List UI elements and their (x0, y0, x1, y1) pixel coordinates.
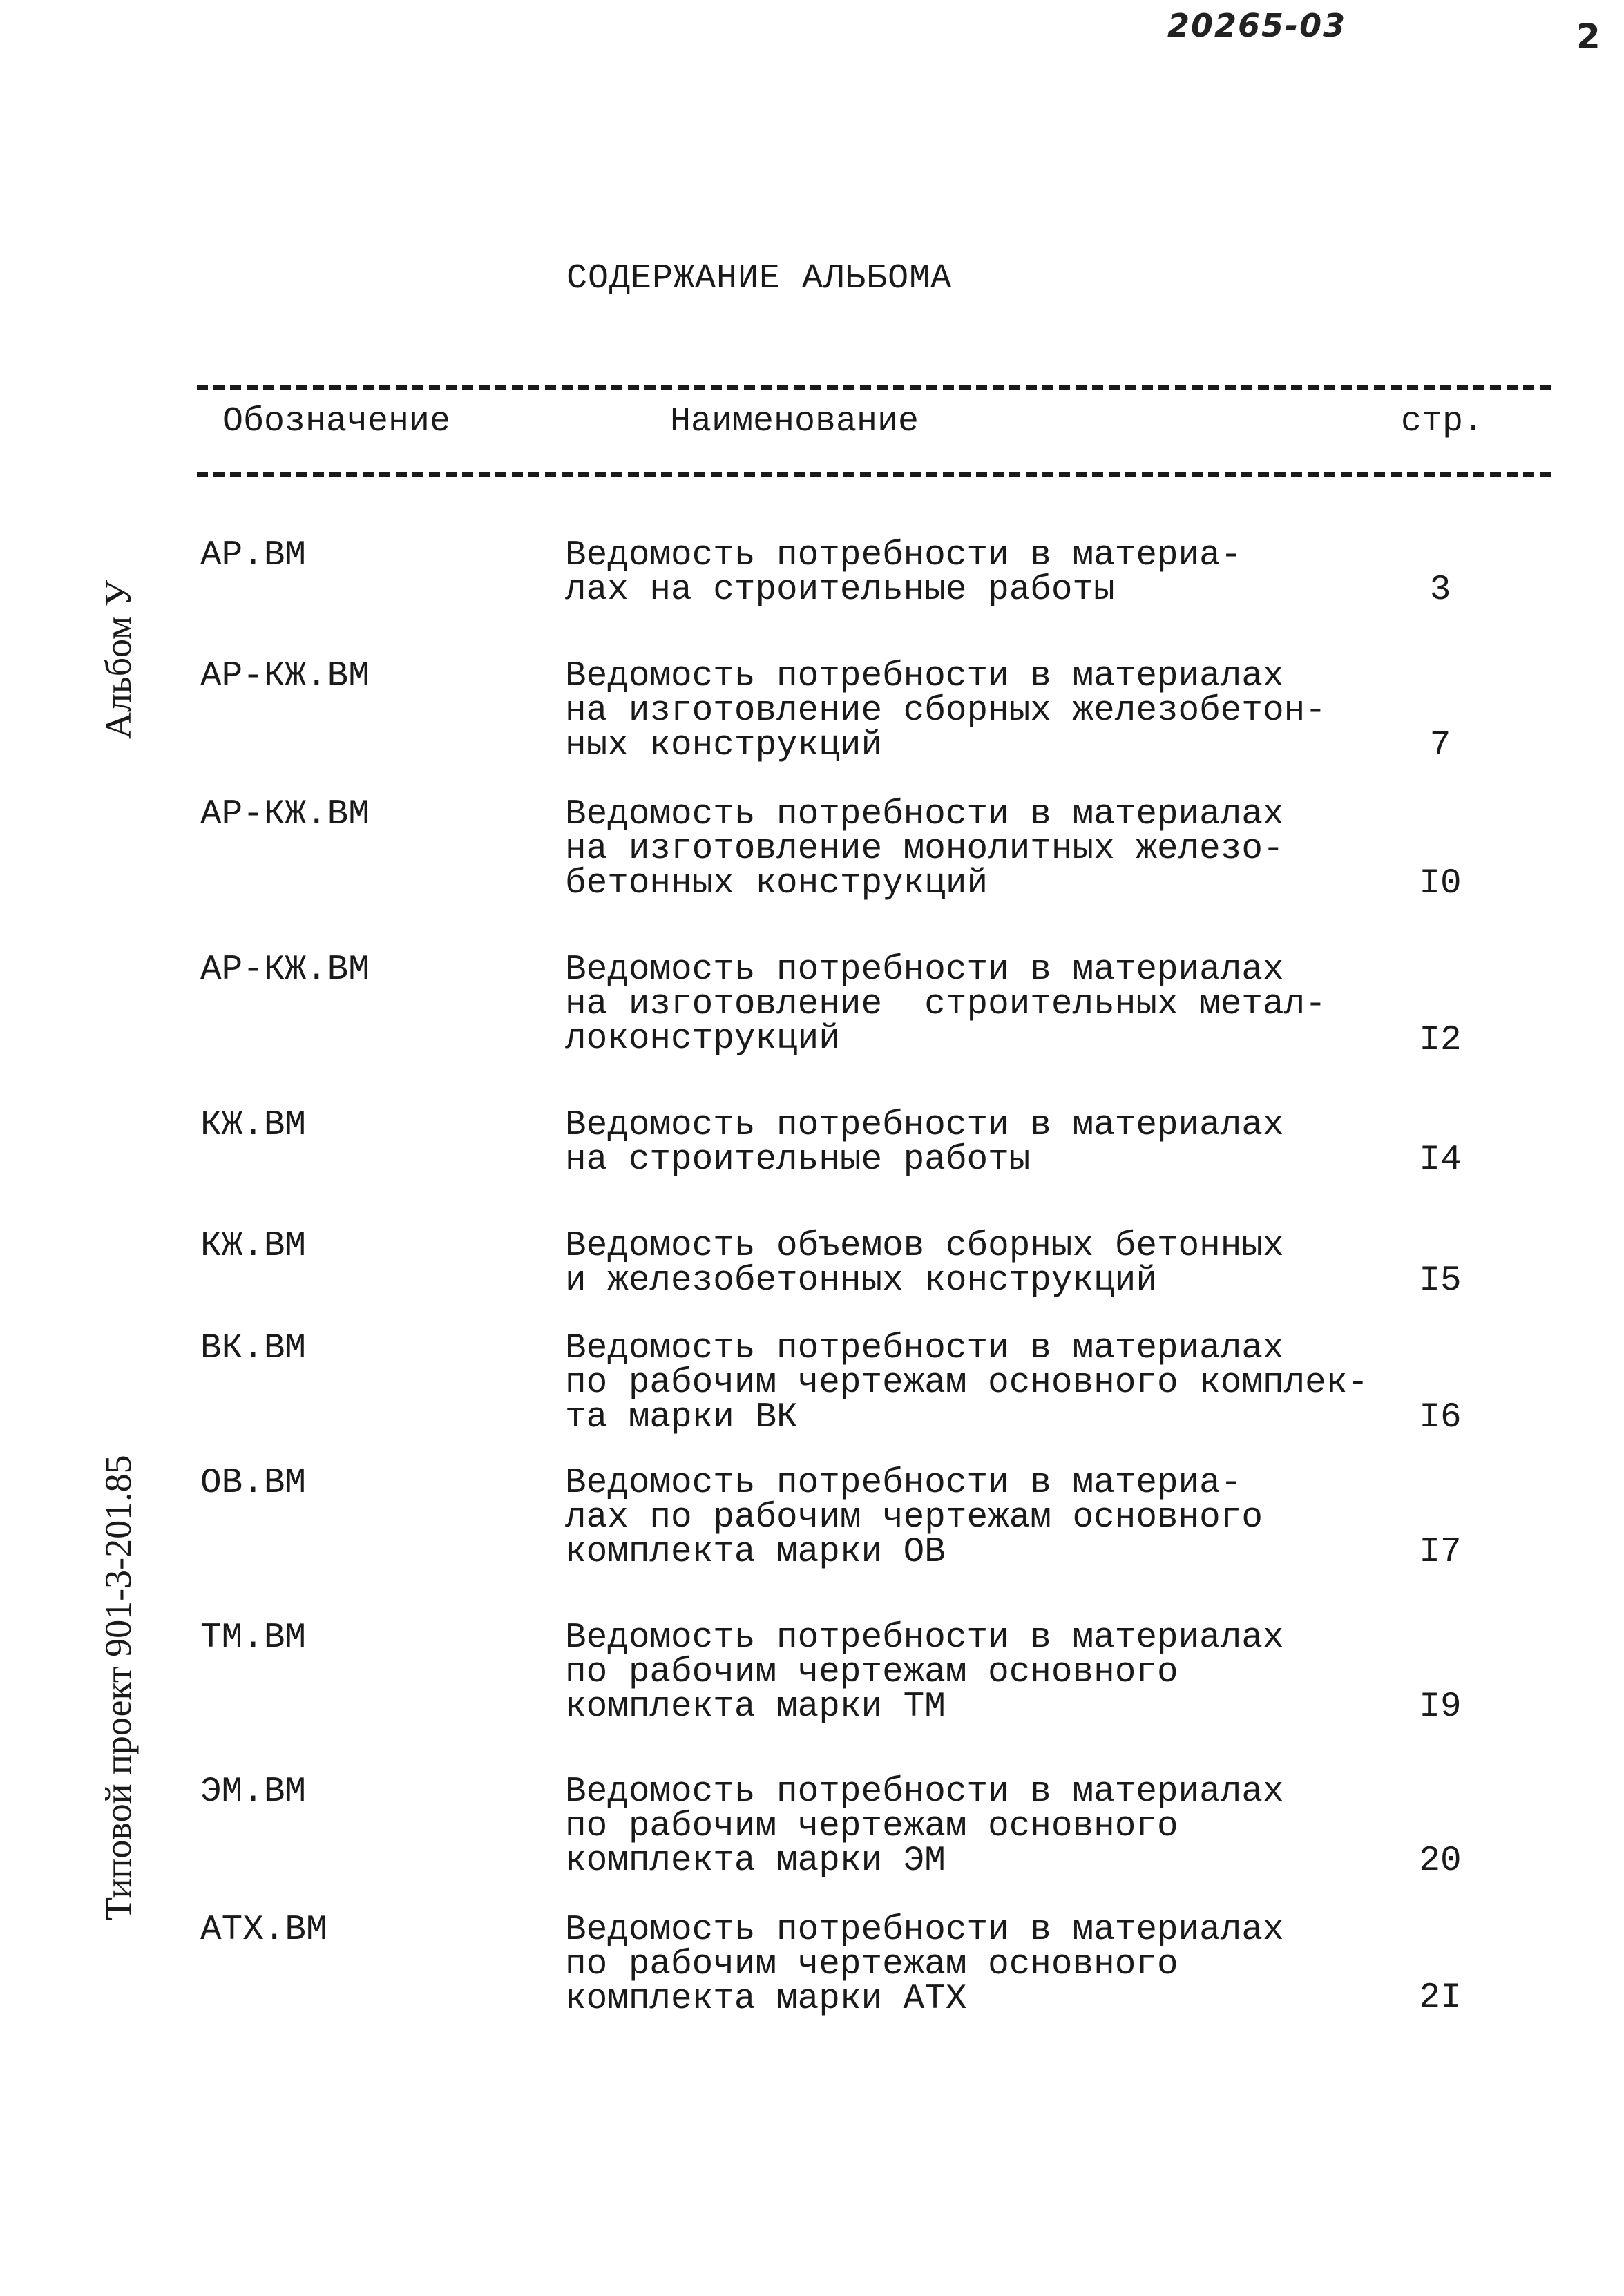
project-side-label: Типовой проект 901-3-201.85 (97, 1455, 139, 1920)
row-designation: ЭМ.ВМ (200, 1772, 307, 1812)
row-designation: КЖ.ВМ (200, 1227, 307, 1266)
row-designation: АР-КЖ.ВМ (200, 950, 370, 990)
row-page: I5 (1419, 1261, 1462, 1301)
album-side-label: Альбом У (97, 580, 139, 739)
row-name: Ведомость потребности в материалах по рабочим чертежам основного комплекта марки ТМ (565, 1618, 1284, 1727)
row-designation: КЖ.ВМ (200, 1106, 307, 1145)
row-page: I7 (1419, 1533, 1462, 1572)
row-page: 20 (1419, 1841, 1462, 1881)
row-name: Ведомость потребности в материалах по рабочим чертежам основного комплекта марки АТХ (565, 1911, 1284, 2019)
row-page: I6 (1419, 1398, 1462, 1437)
row-page: I2 (1419, 1021, 1462, 1060)
row-name: Ведомость потребности в материалах на изготовление строительных метал- локонструкций (565, 950, 1326, 1059)
row-designation: ВК.ВМ (200, 1329, 307, 1368)
row-page: I4 (1419, 1140, 1462, 1180)
column-header-name: Наименование (670, 402, 919, 441)
row-designation: ТМ.ВМ (200, 1618, 307, 1658)
document-number: 20265-03 (1167, 7, 1347, 44)
row-designation: ОВ.ВМ (200, 1464, 307, 1503)
row-name: Ведомость потребности в материалах по рабочим чертежам основного комплекта марки ЭМ (565, 1772, 1284, 1881)
row-name: Ведомость потребности в материалах на строительные работы (565, 1106, 1284, 1180)
row-designation: АР-КЖ.ВМ (200, 657, 370, 696)
row-page: 7 (1429, 726, 1451, 765)
row-name: Ведомость потребности в материалах на изготовление сборных железобетон- ных конструкций (565, 657, 1326, 765)
row-designation: АТХ.ВМ (200, 1911, 327, 1950)
row-page: 3 (1429, 571, 1451, 610)
row-name: Ведомость объемов сборных бетонных и железобетонных конструкций (565, 1227, 1284, 1301)
row-page: 2I (1419, 1978, 1462, 2018)
row-designation: АР-КЖ.ВМ (200, 795, 370, 834)
row-page: I0 (1419, 864, 1462, 903)
row-name: Ведомость потребности в материа- лах на строительные работы (565, 536, 1242, 610)
row-page: I9 (1419, 1687, 1462, 1727)
row-name: Ведомость потребности в материалах по рабочим чертежам основного комплек- та марки ВК (565, 1329, 1368, 1437)
row-name: Ведомость потребности в материа- лах по рабочим чертежам основного комплекта марки ОВ (565, 1464, 1263, 1572)
row-name: Ведомость потребности в материалах на изготовление монолитных железо- бетонных конструкций (565, 795, 1284, 903)
column-header-designation: Обозначение (222, 402, 451, 441)
column-header-page: стр. (1401, 402, 1484, 441)
row-designation: АР.ВМ (200, 536, 307, 575)
page-title: СОДЕРЖАНИЕ АЛЬБОМА (566, 259, 953, 298)
page-number: 2 (1576, 17, 1601, 57)
